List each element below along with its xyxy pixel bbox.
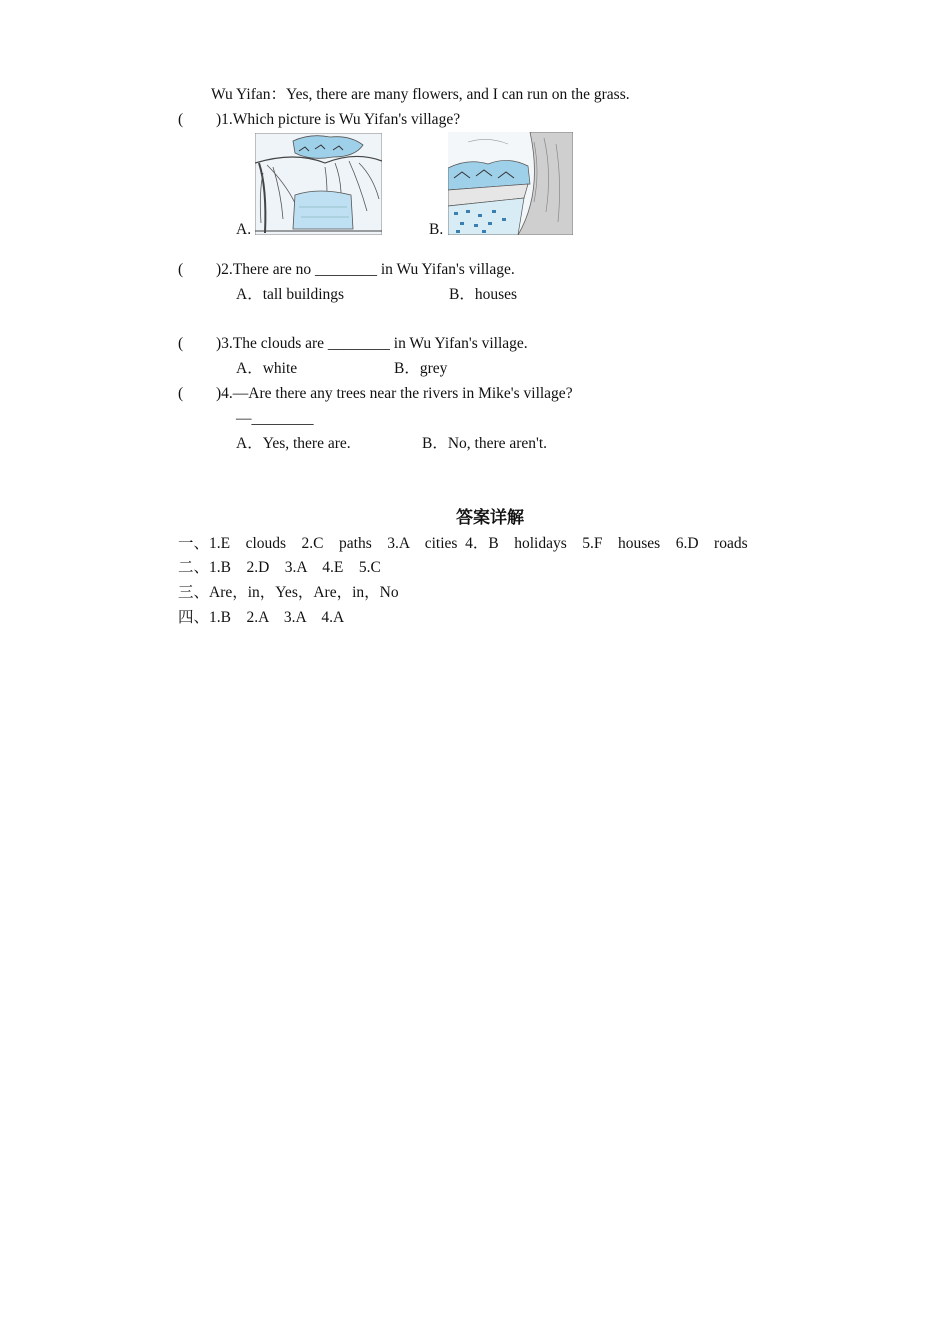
dialog-line: Wu Yifan：Yes, there are many flowers, and I can run on the grass. [211,86,630,103]
answer-line-1: 一、1.E clouds 2.C paths 3.A cities 4．B holidays 5.F houses 6.D roads [178,535,748,552]
answers-title: 答案详解 [456,508,524,528]
answer-line-2: 二、1.B 2.D 3.A 4.E 5.C [178,559,381,576]
question-1-stem: )1.Which picture is Wu Yifan's village? [216,111,461,128]
answer-paren-1: ( [178,111,184,128]
option-4a: A．Yes, there are. [236,435,351,452]
answer-line-3: 三、Are，in，Yes，Are，in，No [178,584,399,601]
option-3a: A．white [236,360,298,377]
answer-paren-3: ( [178,335,184,352]
option-4b: B．No, there aren't. [422,435,548,452]
answer-paren-2: ( [178,261,184,278]
option-2a: A．tall buildings [236,286,345,303]
option-2b: B．houses [449,286,518,303]
option-1a-label: A. [236,221,252,238]
answer-paren-4: ( [178,385,184,402]
question-3-stem: )3.The clouds are ________ in Wu Yifan's village. [216,335,528,352]
question-4-reply: —________ [236,410,314,427]
option-1b-label: B. [429,221,444,238]
question-4-stem: )4.—Are there any trees near the rivers in Mike's village? [216,385,573,402]
option-3b: B．grey [394,360,448,377]
answer-line-4: 四、1.B 2.A 3.A 4.A [178,609,345,626]
hillside-town-picture [448,132,573,235]
question-2-stem: )2.There are no ________ in Wu Yifan's village. [216,261,515,278]
willow-river-village-picture [255,133,382,235]
